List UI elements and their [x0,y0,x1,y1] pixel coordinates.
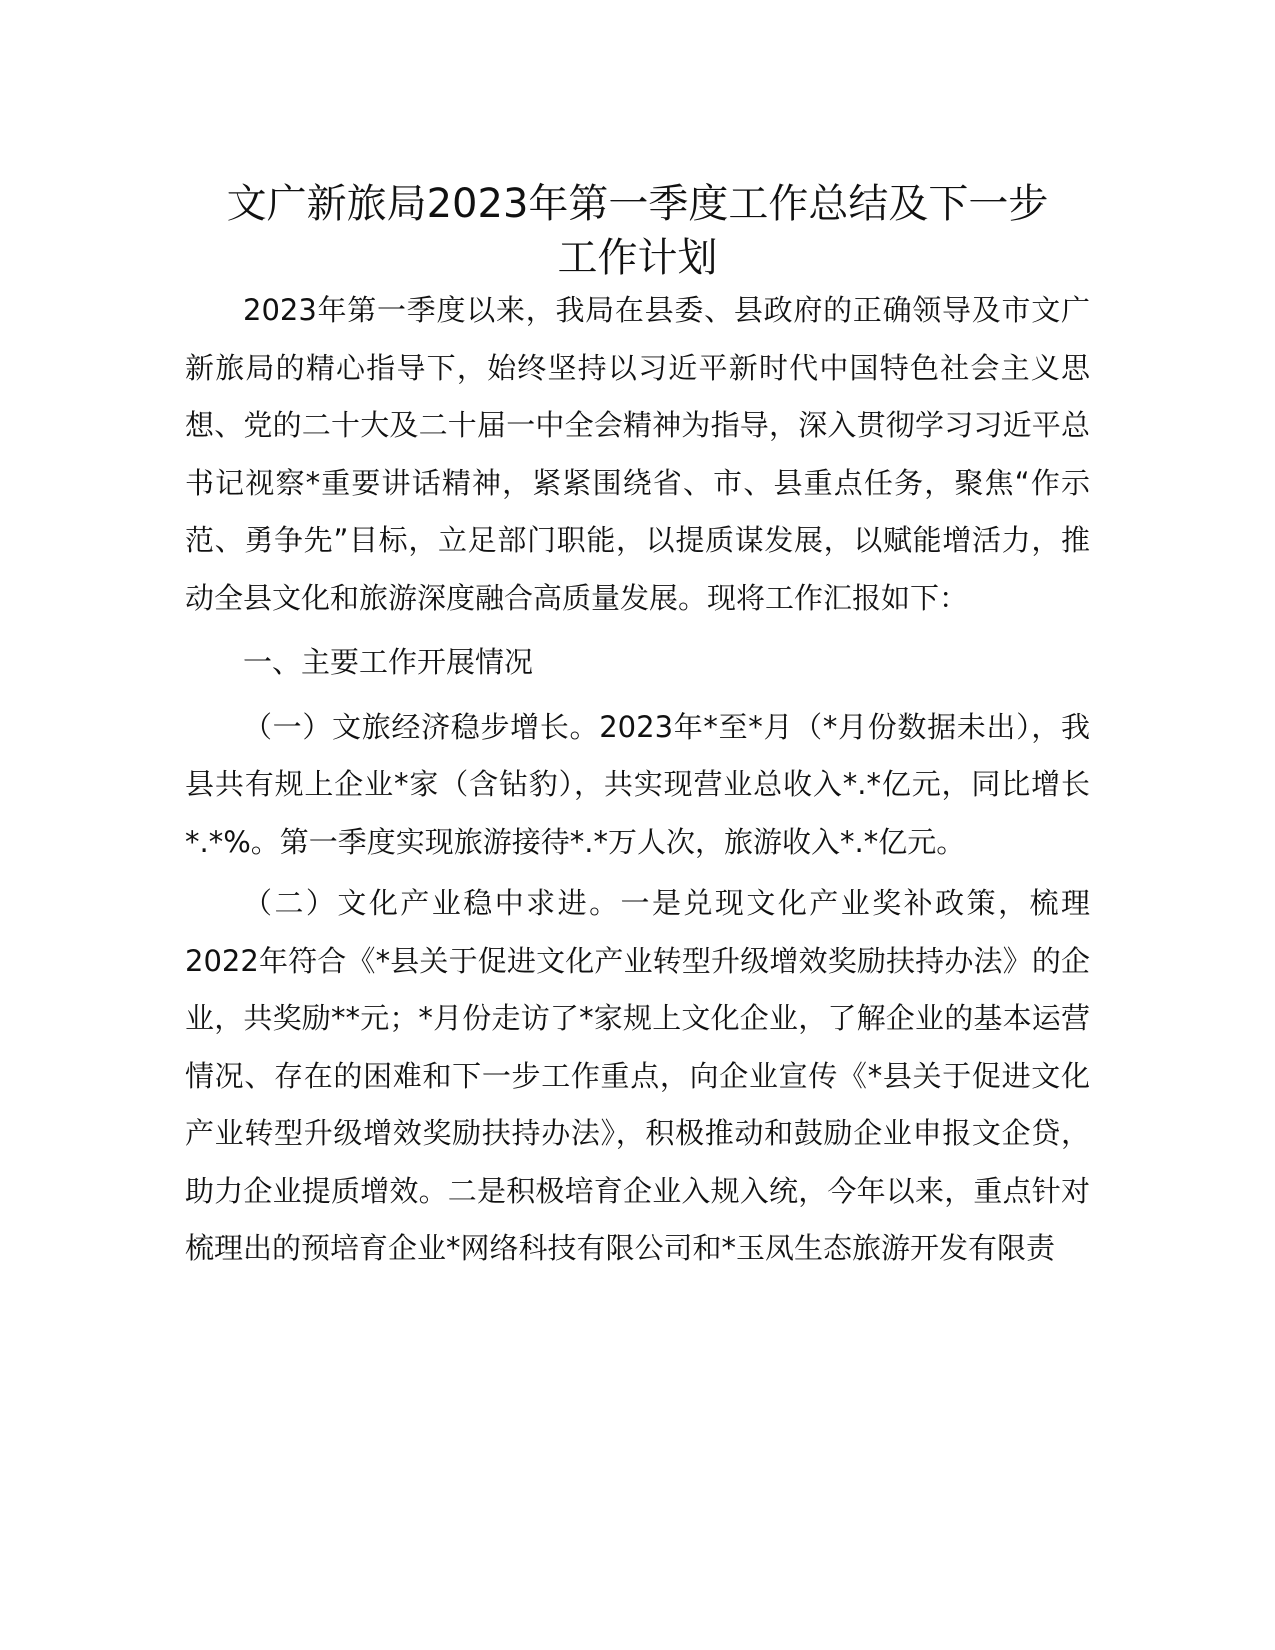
subsection-paragraph-2: （二）文化产业稳中求进。一是兑现文化产业奖补政策，梳理2022年符合《*县关于促进文化产业转型升级增效奖励扶持办法》的企业，共奖励**元；*月份走访了*家规上文化企业，了解企业的基本运营情况、存在的困难和下一步工作重点，向企业宣传《*县关于促进文化产业转型升级增效奖励扶持办法》，积极推动和鼓励企业申报文企贷，助力企业提质增效。二是积极培育企业入规入统，今年以来，重点针对梳理出的预培育企业*网络科技有限公司和*玉凤生态旅游开发有限责 [185,886,1090,1265]
document-title [170,177,1105,285]
subsection-paragraph-1: （一）文旅经济稳步增长。2023年*至*月（*月份数据未出），我县共有规上企业*家（含钻豹），共实现营业总收入*.*亿元，同比增长*.*%。第一季度实现旅游接待*.*万人次，旅游收入*.*亿元。 [185,709,1090,859]
document-body [185,282,1090,1278]
title-line-2: 工作计划 [557,234,718,281]
title-line-1: 文广新旅局2023年第一季度工作总结及下一步 [226,180,1049,227]
section-heading: 一、主要工作开展情况 [243,645,534,679]
intro-paragraph: 2023年第一季度以来，我局在县委、县政府的正确领导及市文广新旅局的精心指导下，始终坚持以习近平新时代中国特色社会主义思想、党的二十大及二十届一中全会精神为指导，深入贯彻学习习近平总书记视察*重要讲话精神，紧紧围绕省、市、县重点任务，聚焦“作示范、勇争先”目标，立足部门职能，以提质谋发展，以赋能增活力，推动全县文化和旅游深度融合高质量发展。现将工作汇报如下： [185,293,1090,615]
